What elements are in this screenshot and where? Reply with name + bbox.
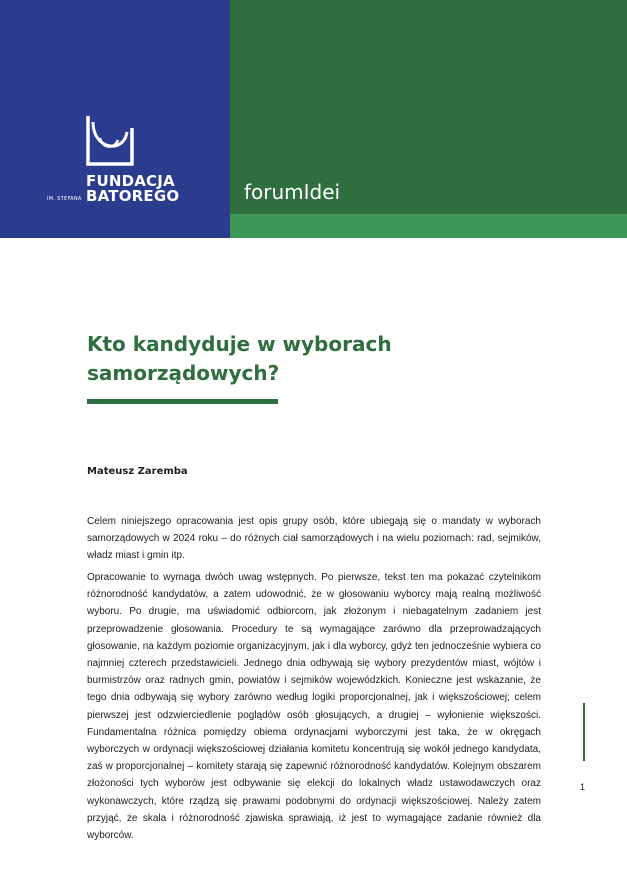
side-accent-bar	[583, 703, 585, 761]
page-number: 1	[580, 782, 586, 792]
paragraph-main: Opracowanie to wymaga dwóch uwag wstępnych. Po pierwsze, tekst ten ma pokazać czytelnikom różnorodność kandydatów, a zatem udowodnić, że w głosowaniu wyborcy mają realną możliwość wyboru. Po drugie, ma uświadomić odbiorcom, jak złożonym i niebagatelnym zadaniem jest przeprowadzenie głosowania. Procedury te są wymagające zarówno dla przeprowadzających głosowanie, na każdym poziomie organizacyjnym, jak i dla wyborcy, gdyż ten jednocześnie wybiera co najmniej czterech przedstawicieli. Jednego dnia odbywają się wybory prezydentów miast, wójtów i burmistrzów oraz radnych gmin, powiatów i sejmików wojewódzkich. Konieczne jest wskazanie, że tego dnia odbywają się wybory zarówno według logiki proporcjonalnej, jak i większościowej; celem pierwszej jest odzwierciedlenie poglądów osób głosujących, a drugiej – wyłonienie większości. Fundamentalna różnica pomiędzy obiema ordynacjami wyborczymi jest taka, że w okręgach wyborczych w ordynacji większościowej działania komitetu koncentrują się wokół jednego kandydata, zaś w proporcjonalnej – komitety starają się zapewnić różnorodność kandydatów. Kolejnym obszarem złożoności tych wyborów jest odbywanie się elekcji do lokalnych władz ustawodawczych oraz wykonawczych, które rządzą się prawami podobnymi do ordynacji większościowej. Należy zatem przyjąć, że skala i różnorodność zjawiska sprawiają, iż jest to wymagające zadanie również dla wyborców.	[87, 572, 541, 842]
foundation-logo-text	[86, 174, 179, 204]
forum-idei-label: forumIdei	[244, 180, 341, 204]
header-banner	[0, 0, 627, 238]
green-stripe	[230, 214, 627, 238]
foundation-logo-icon	[84, 114, 136, 166]
paragraph-intro: Celem niniejszego opracowania jest opis grupy osób, które ubiegają się o mandaty w wyborach samorządowych w 2024 roku – do różnych ciał samorządowych i na wielu poziomach: rad, sejmików, władz miast i gmin itp.	[87, 516, 541, 562]
logo-line-2: BATOREGO	[86, 187, 180, 205]
document-title: Kto kandyduje w wyborach samorządowych?	[87, 332, 392, 385]
logo-small-text: IM. STEFANA	[47, 196, 82, 202]
logo-line-1: FUNDACJA	[86, 172, 175, 190]
author-name: Mateusz Zaremba	[87, 466, 188, 477]
title-underline	[87, 399, 278, 404]
